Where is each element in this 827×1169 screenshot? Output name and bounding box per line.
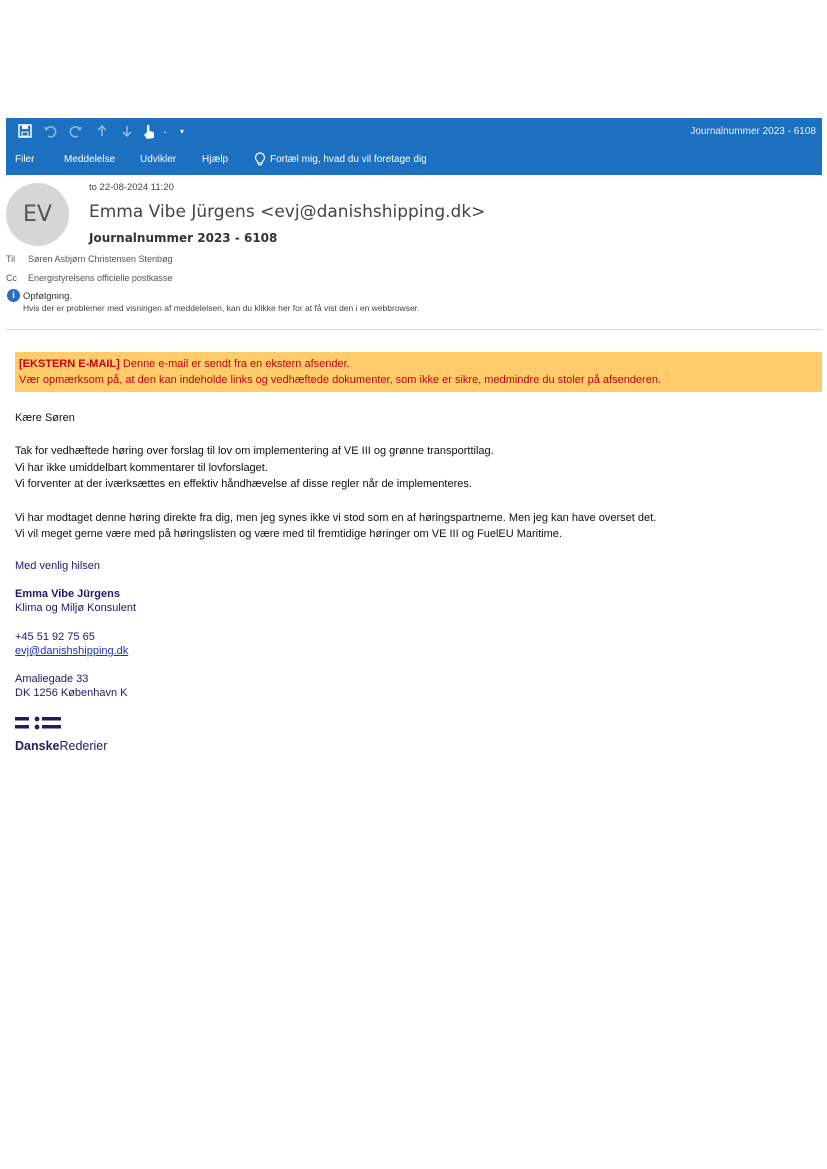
warning-tag: [EKSTERN E-MAIL] [19,358,120,370]
down-arrow-icon[interactable] [119,124,135,140]
avatar: EV [6,183,69,246]
body-line: Vi forventer at der iværksættes en effektiv håndhævelse af disse regler når de implementeres. [15,478,472,490]
to-recipient[interactable]: Søren Asbjørn Christensen Stenbøg [28,254,173,264]
warning-text-1: Denne e-mail er sendt fra en ekstern afsender. [119,358,350,370]
lightbulb-icon [254,152,266,166]
sent-date: to 22-08-2024 11:20 [89,182,174,193]
cc-recipient[interactable]: Energistyrelsens officielle postkasse [28,273,173,283]
signature-phone: +45 51 92 75 65 [15,631,95,643]
quick-access-toolbar [6,118,822,146]
body-line: Vi har modtaget denne høring direkte fra dig, men jeg synes ikke vi stod som en af høringspartnerne. Men jeg kan have overset det. [15,512,657,524]
followup-flag: Opfølgning. [23,291,73,302]
save-icon[interactable] [17,124,33,140]
greeting: Kære Søren [15,412,75,424]
undo-icon[interactable] [42,124,58,140]
menu-file[interactable]: Filer [15,154,35,165]
view-in-browser-notice[interactable]: Hvis der er problemer med visningen af meddelelsen, kan du klikke her for at få vist den i en webbrowser. [23,303,420,313]
signature-title: Klima og Miljø Konsulent [15,602,137,614]
warning-line-2: Vær opmærksom på, at den kan indeholde links og vedhæftede dokumenter, som ikke er sikre, medmindre du stoler på afsenderen. [19,374,662,386]
logo-wordmark: DanskeRederier [15,739,108,753]
danske-rederier-logo [15,714,135,756]
sender-name[interactable]: Emma Vibe Jürgens <evj@danishshipping.dk> [89,202,486,222]
menu-developer[interactable]: Udvikler [140,154,177,165]
header-divider [6,329,822,330]
signature-address-2: DK 1256 København K [15,687,128,699]
info-icon: i [7,289,20,302]
up-arrow-icon[interactable] [94,124,110,140]
tell-me-search[interactable]: Fortæl mig, hvad du vil foretage dig [270,154,427,165]
subject: Journalnummer 2023 - 6108 [89,231,278,245]
window-title: Journalnummer 2023 - 6108 [690,126,816,137]
cc-label: Cc [6,273,17,283]
signature-email-link[interactable]: evj@danishshipping.dk [15,645,129,657]
redo-icon[interactable] [68,124,84,140]
closing: Med venlig hilsen [15,560,100,572]
external-email-warning [15,352,822,392]
customize-icon[interactable]: ▾ [179,127,184,136]
dropdown-icon[interactable]: - [163,127,167,137]
body-line: Tak for vedhæftede høring over forslag til lov om implementering af VE III og grønne transporttilag. [15,445,494,457]
signature-address-1: Amaliegade 33 [15,673,89,685]
logo-mark [15,714,65,734]
to-label: Til [6,254,16,264]
menu-message[interactable]: Meddelelse [64,154,116,165]
touch-mode-icon[interactable] [141,124,157,140]
body-line: Vi vil meget gerne være med på høringslisten og være med til fremtidige høringer om VE III og FuelEU Maritime. [15,528,562,540]
warning-line-1 [19,358,350,370]
signature-name: Emma Vibe Jürgens [15,588,120,600]
ribbon-menu [6,146,822,175]
body-line: Vi har ikke umiddelbart kommentarer til lovforslaget. [15,462,268,474]
menu-help[interactable]: Hjælp [202,154,229,165]
